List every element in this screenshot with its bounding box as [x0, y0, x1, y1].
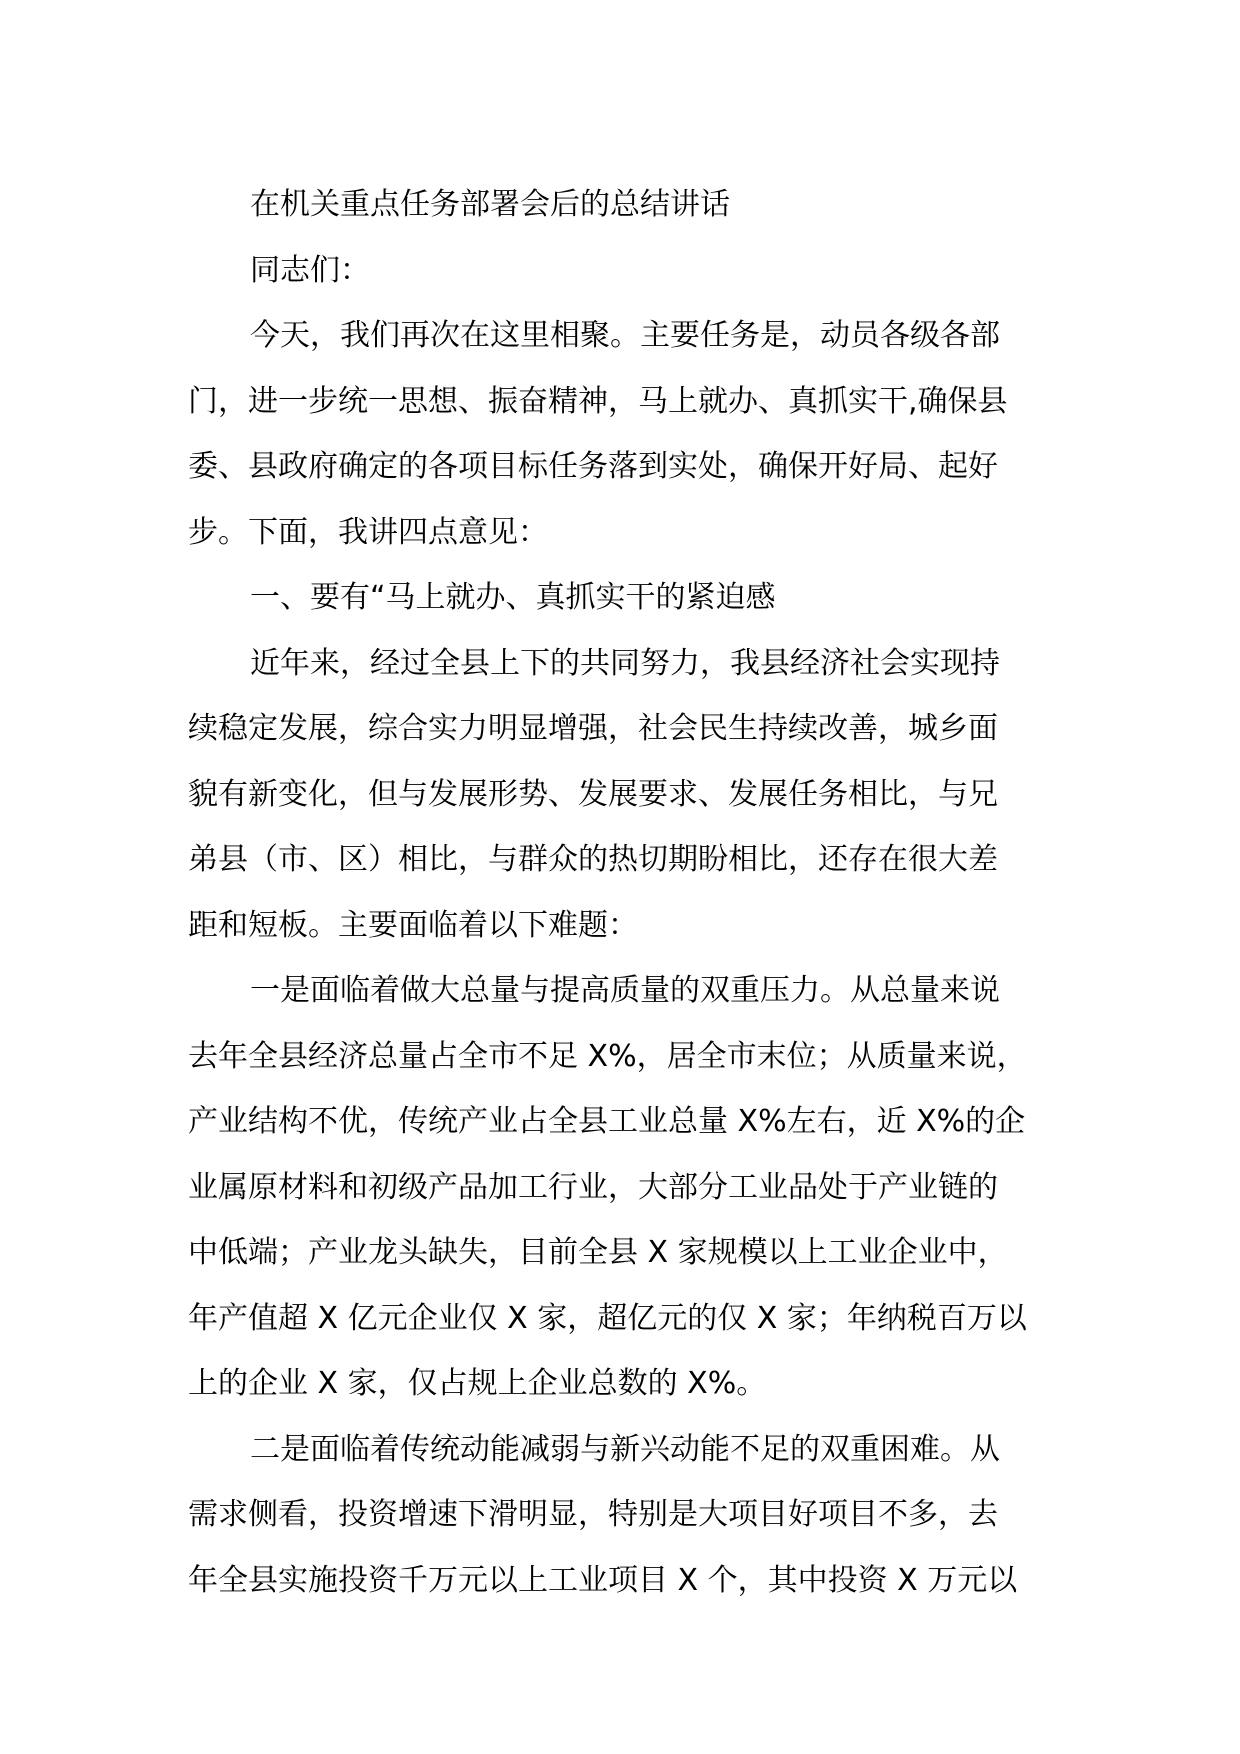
paragraph-line: 产业结构不优，传统产业占全县工业总量 X%左右，近 X%的企: [188, 1104, 1026, 1139]
paragraph-line: 委、县政府确定的各项目标任务落到实处，确保开好局、起好: [188, 449, 998, 484]
greeting: 同志们：: [250, 252, 370, 288]
paragraph-line: 貌有新变化，但与发展形势、发展要求、发展任务相比，与兄: [188, 776, 998, 812]
document-title: 在机关重点任务部署会后的总结讲话: [250, 187, 730, 222]
paragraph-line: 一、要有“马上就办、真抓实干的紧迫感: [250, 580, 776, 615]
paragraph-line: 今天，我们再次在这里相聚。主要任务是，动员各级各部: [250, 318, 1000, 353]
paragraph-line: 步。下面，我讲四点意见：: [188, 514, 548, 550]
paragraph-line: 弟县（市、区）相比，与群众的热切期盼相比，还存在很大差: [188, 842, 998, 877]
paragraph-line: 年全县实施投资千万元以上工业项目 X 个，其中投资 X 万元以: [188, 1562, 1018, 1598]
paragraph-line: 年产值超 X 亿元企业仅 X 家，超亿元的仅 X 家；年纳税百万以: [188, 1300, 1027, 1336]
paragraph: [188, 1417, 1058, 1614]
paragraph-line: 近年来，经过全县上下的共同努力，我县经济社会实现持: [250, 645, 1000, 681]
paragraph-list: [188, 303, 1058, 1613]
paragraph: [188, 303, 1058, 565]
paragraph-line: 中低端；产业龙头缺失，目前全县 X 家规模以上工业企业中，: [188, 1235, 1008, 1270]
paragraph-line: 一是面临着做大总量与提高质量的双重压力。从总量来说: [250, 973, 1000, 1008]
paragraph-line: 距和短板。主要面临着以下难题：: [188, 907, 638, 943]
paragraph-line: 需求侧看，投资增速下滑明显，特别是大项目好项目不多，去: [188, 1497, 998, 1532]
paragraph-line: 业属原材料和初级产品加工行业，大部分工业品处于产业链的: [188, 1169, 998, 1205]
paragraph-line: 门，进一步统一思想、振奋精神，马上就办、真抓实干,确保县: [188, 383, 1008, 419]
paragraph: [188, 631, 1058, 959]
paragraph-line: 续稳定发展，综合实力明显增强，社会民生持续改善，城乡面: [188, 711, 998, 746]
paragraph: [188, 958, 1058, 1417]
paragraph: [188, 565, 1058, 631]
paragraph-line: 二是面临着传统动能减弱与新兴动能不足的双重困难。从: [250, 1431, 1000, 1467]
paragraph-line: 去年全县经济总量占全市不足 X%，居全市末位；从质量来说，: [188, 1038, 1027, 1074]
paragraph-line: 上的企业 X 家，仅占规上企业总数的 X%。: [188, 1366, 767, 1401]
document-body: [188, 172, 1058, 1613]
